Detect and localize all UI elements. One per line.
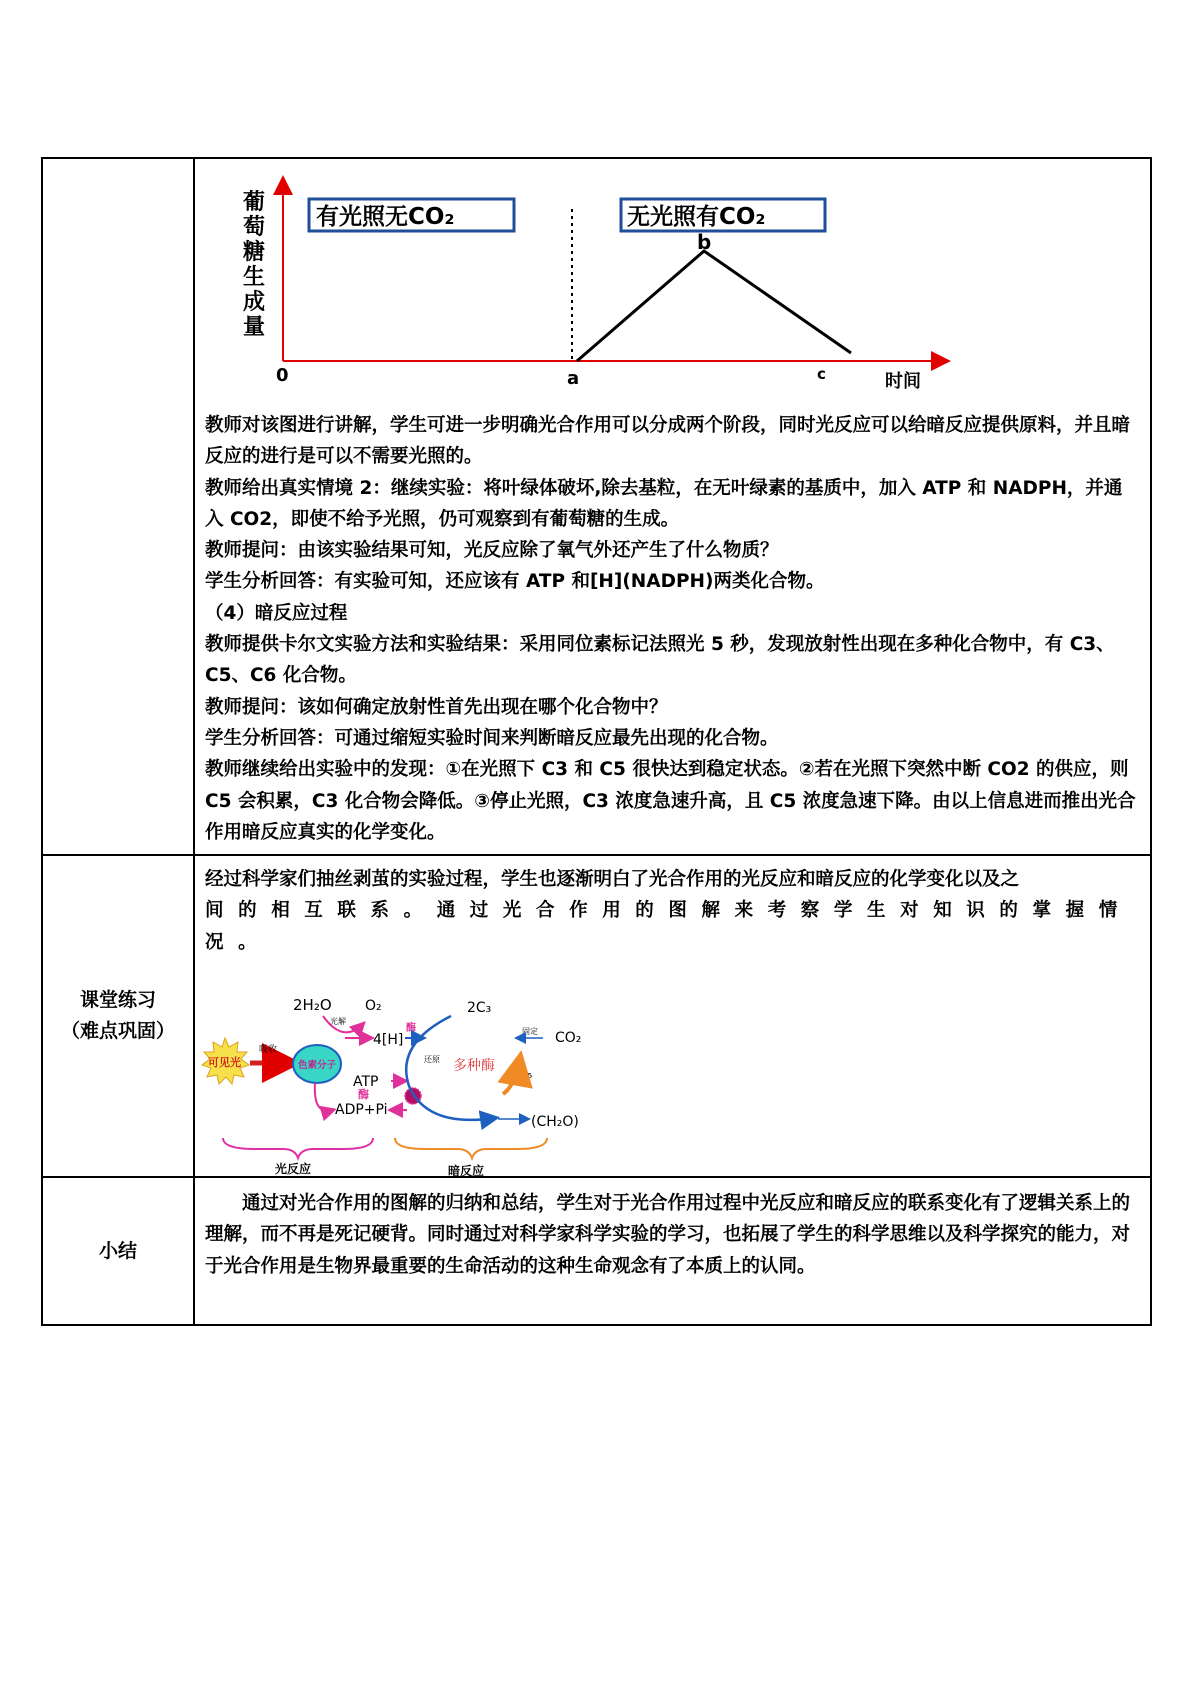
lesson-table [41,157,1152,1326]
atp-label: ATP [353,1074,379,1091]
row2-label-cell [42,855,194,1177]
row3-content-cell [194,1177,1151,1325]
absorb-label: 吸收 [259,1045,278,1056]
light-reaction-label: 光反应 [275,1162,312,1177]
fix-label: 固定 [522,1027,538,1037]
visible-light-label: 可见光 [208,1056,241,1070]
paragraph: （4）暗反应过程 [205,602,348,624]
paragraph: 经过科学家们抽丝剥茧的实验过程，学生也逐渐明白了光合作用的光反应和暗反应的化学变化以及之 [205,869,1020,891]
paragraph: 教师对该图进行讲解，学生可进一步明确光合作用可以分成两个阶段，同时光反应可以给暗反应提供原料，并且暗反应的进行是可以不需要光照的。 [205,415,1131,468]
dark-reaction-label: 暗反应 [448,1164,485,1177]
multi-enzyme-label: 多种酶 [453,1058,495,1075]
row1-label-cell [42,158,194,855]
label-box-right-text: 无光照有CO₂ [627,204,766,230]
dark-reaction-brace [395,1138,547,1158]
glucose-graph-svg [195,159,1145,404]
atp-cycle-arrow [315,1083,333,1111]
row3-label: 小结 [98,1239,137,1262]
enzyme-label-mid: 酶 [358,1088,369,1102]
co2-label: CO₂ [555,1030,582,1047]
origin-label: 0 [276,365,289,386]
y-label-char: 萄 [243,215,266,240]
paragraph: 教师继续给出实验中的发现：①在光照下 C3 和 C5 很快达到稳定状态。②若在光照下突然中断 CO2 的供应，则 C5 会积累，C3 化合物会降低。③停止光照，C3 浓度急速升高，且 C5 浓度急速下降。由以上信息进而推出光合作用暗反应真实的化学变化。 [205,759,1136,843]
paragraph: 学生分析回答：可通过缩短实验时间来判断暗反应最先出现的化合物。 [205,727,779,749]
x-axis-label: 时间 [885,371,921,392]
c5-label: C₅ [518,1067,533,1083]
paragraph: 间的相互联系。通过光合作用的图解来考察学生对知识的掌握情况。 [205,900,1132,953]
ch2o-label: (CH₂O) [531,1114,579,1131]
h4-label: 4[H] [373,1032,404,1049]
photosynthesis-diagram [195,986,1150,1176]
paragraph: 教师给出真实情境 2：继续实验：将叶绿体破坏,除去基粒，在无叶绿素的基质中，加入 ATP 和 NADPH，并通入 CO2，即使不给予光照，仍可观察到有葡萄糖的生成。 [205,477,1123,530]
o2-label: O₂ [365,998,382,1015]
y-label-char: 成 [243,290,266,315]
series-line [577,251,851,361]
y-label-char: 葡 [243,190,266,215]
point-c-label: c [817,365,826,383]
table-row [42,855,1151,1177]
row2-content-cell [194,855,1151,1177]
row1-text [195,404,1150,854]
row2-label-line1: 课堂练习 [79,989,156,1012]
pigment-label: 色素分子 [298,1060,337,1072]
row3-text [195,1178,1150,1288]
enzyme-label-top: 酶 [406,1023,416,1035]
point-a-label: a [567,368,580,389]
glucose-graph [195,159,1150,404]
c3-label: 2C₃ [467,1000,492,1017]
paragraph: 教师提问：由该实验结果可知，光反应除了氧气外还产生了什么物质？ [205,540,779,562]
h2o-label: 2H₂O [293,996,332,1015]
paragraph: 教师提问：该如何确定放射性首先出现在哪个化合物中？ [205,696,668,718]
paragraph: 通过对光合作用的图解的归纳和总结，学生对于光合作用过程中光反应和暗反应的联系变化有了逻辑关系上的理解，而不再是死记硬背。同时通过对科学家科学实验的学习，也拓展了学生的科学思维以及科学探究的能力，对于光合作用是生物界最重要的生命活动的这种生命观念有了本质上的认同。 [205,1193,1131,1277]
y-label-char: 糖 [243,240,266,265]
light-reaction-brace [223,1138,373,1158]
c5-arrow [503,1058,520,1094]
y-label-char: 生 [243,265,266,290]
paragraph: 学生分析回答：有实验可知，还应该有 ATP 和[H](NADPH)两类化合物。 [205,571,825,593]
row2-label-line2: （难点巩固） [60,1020,175,1043]
adp-label: ADP+Pi [335,1102,388,1119]
reduce-label-1: 还原 [424,1055,440,1065]
y-label-char: 量 [243,315,266,340]
label-box-left-text: 有光照无CO₂ [316,204,455,230]
photosynthesis-diagram-svg [195,986,635,1176]
row3-label-cell [42,1177,194,1325]
photolysis-label: 光解 [330,1017,346,1027]
paragraph: 教师提供卡尔文实验方法和实验结果：采用同位素标记法照光 5 秒，发现放射性出现在多种化合物中，有 C3、C5、C6 化合物。 [205,634,1115,687]
row1-content-cell [194,158,1151,855]
table-row [42,1177,1151,1325]
point-b-label: b [697,230,712,254]
row2-text [195,856,1150,964]
table-row [42,158,1151,855]
